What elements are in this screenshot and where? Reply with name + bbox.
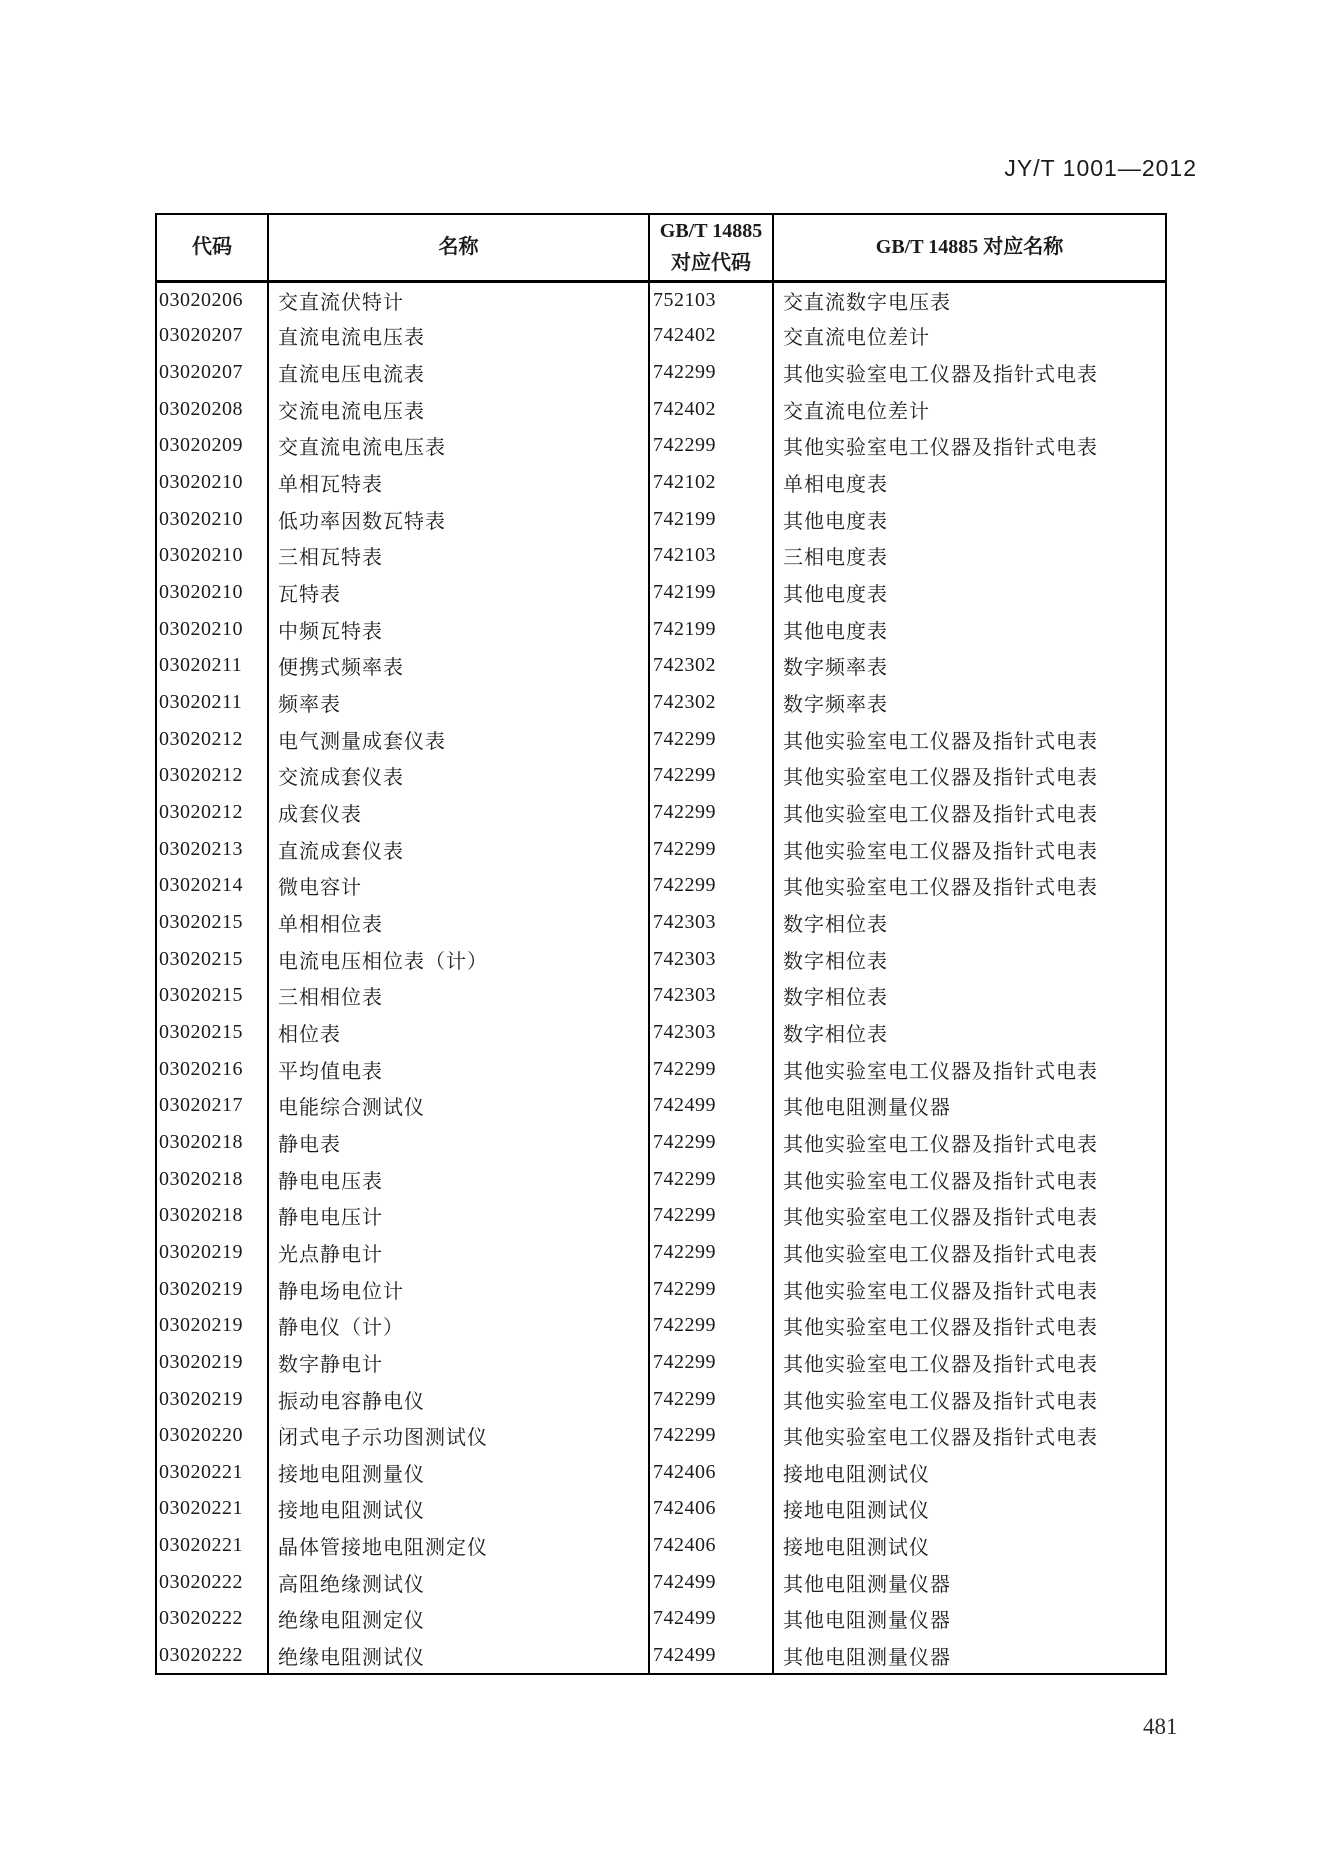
cell-name: 高阻绝缘测试仪 — [268, 1564, 649, 1601]
cell-name: 交流成套仪表 — [268, 758, 649, 795]
cell-gbt-code: 742303 — [649, 977, 773, 1014]
cell-gbt-name: 其他实验室电工仪器及指针式电表 — [773, 831, 1166, 868]
cell-gbt-code: 742299 — [649, 831, 773, 868]
cell-name: 平均值电表 — [268, 1051, 649, 1088]
cell-code: 03020219 — [156, 1381, 268, 1418]
header-gbt-code — [649, 214, 773, 281]
cell-code: 03020216 — [156, 1051, 268, 1088]
cell-code: 03020219 — [156, 1271, 268, 1308]
table-row — [156, 758, 1166, 795]
table-row — [156, 648, 1166, 685]
cell-name: 振动电容静电仪 — [268, 1381, 649, 1418]
cell-gbt-name: 数字频率表 — [773, 648, 1166, 685]
cell-gbt-name: 数字相位表 — [773, 1014, 1166, 1051]
cell-gbt-name: 其他实验室电工仪器及指针式电表 — [773, 428, 1166, 465]
cell-code: 03020210 — [156, 574, 268, 611]
cell-gbt-code: 742402 — [649, 391, 773, 428]
table-row — [156, 1381, 1166, 1418]
page-number: 481 — [1143, 1714, 1178, 1739]
cell-name: 三相相位表 — [268, 977, 649, 1014]
table-row — [156, 428, 1166, 465]
table-body — [156, 281, 1166, 1674]
cell-gbt-name: 其他电阻测量仪器 — [773, 1564, 1166, 1601]
cell-code: 03020218 — [156, 1161, 268, 1198]
cell-name: 直流电流电压表 — [268, 318, 649, 355]
cell-gbt-code: 752103 — [649, 281, 773, 318]
cell-gbt-code: 742499 — [649, 1601, 773, 1638]
cell-name: 接地电阻测试仪 — [268, 1491, 649, 1528]
cell-gbt-name: 其他实验室电工仪器及指针式电表 — [773, 1051, 1166, 1088]
cell-gbt-name: 其他电度表 — [773, 611, 1166, 648]
cell-code: 03020222 — [156, 1564, 268, 1601]
cell-gbt-name: 接地电阻测试仪 — [773, 1454, 1166, 1491]
cell-name: 静电电压计 — [268, 1197, 649, 1234]
cell-name: 电气测量成套仪表 — [268, 721, 649, 758]
cell-gbt-name: 其他实验室电工仪器及指针式电表 — [773, 794, 1166, 831]
cell-gbt-code: 742299 — [649, 1051, 773, 1088]
cell-name: 静电电压表 — [268, 1161, 649, 1198]
cell-code: 03020215 — [156, 1014, 268, 1051]
cell-code: 03020209 — [156, 428, 268, 465]
table-row — [156, 1197, 1166, 1234]
cell-gbt-code: 742299 — [649, 1271, 773, 1308]
table-row — [156, 721, 1166, 758]
table-row — [156, 391, 1166, 428]
cell-gbt-code: 742402 — [649, 318, 773, 355]
cell-code: 03020222 — [156, 1601, 268, 1638]
cell-gbt-name: 其他实验室电工仪器及指针式电表 — [773, 354, 1166, 391]
table-header-row — [156, 214, 1166, 281]
cell-code: 03020215 — [156, 977, 268, 1014]
cell-gbt-code: 742406 — [649, 1454, 773, 1491]
cell-gbt-name: 其他实验室电工仪器及指针式电表 — [773, 868, 1166, 905]
cell-gbt-name: 其他实验室电工仪器及指针式电表 — [773, 1381, 1166, 1418]
cell-gbt-code: 742299 — [649, 1124, 773, 1161]
table-row — [156, 977, 1166, 1014]
cell-name: 单相瓦特表 — [268, 464, 649, 501]
table-row — [156, 1014, 1166, 1051]
table-row — [156, 574, 1166, 611]
cell-gbt-name: 交直流电位差计 — [773, 391, 1166, 428]
table-row — [156, 1564, 1166, 1601]
table-row — [156, 904, 1166, 941]
cell-gbt-code: 742406 — [649, 1527, 773, 1564]
cell-code: 03020207 — [156, 354, 268, 391]
cell-gbt-name: 数字相位表 — [773, 941, 1166, 978]
cell-gbt-name: 接地电阻测试仪 — [773, 1491, 1166, 1528]
table-row — [156, 1637, 1166, 1674]
table-row — [156, 1344, 1166, 1381]
cell-code: 03020219 — [156, 1344, 268, 1381]
cell-code: 03020215 — [156, 941, 268, 978]
cell-gbt-code: 742199 — [649, 501, 773, 538]
cell-gbt-code: 742299 — [649, 758, 773, 795]
cell-gbt-code: 742103 — [649, 538, 773, 575]
table-row — [156, 794, 1166, 831]
code-mapping-table — [155, 213, 1167, 1675]
cell-name: 电流电压相位表（计） — [268, 941, 649, 978]
cell-name: 闭式电子示功图测试仪 — [268, 1417, 649, 1454]
cell-gbt-name: 其他电阻测量仪器 — [773, 1601, 1166, 1638]
cell-gbt-code: 742299 — [649, 354, 773, 391]
cell-code: 03020212 — [156, 794, 268, 831]
cell-code: 03020217 — [156, 1087, 268, 1124]
cell-code: 03020221 — [156, 1527, 268, 1564]
cell-gbt-code: 742299 — [649, 1307, 773, 1344]
cell-gbt-code: 742302 — [649, 648, 773, 685]
cell-name: 成套仪表 — [268, 794, 649, 831]
cell-gbt-name: 三相电度表 — [773, 538, 1166, 575]
cell-code: 03020211 — [156, 684, 268, 721]
cell-gbt-name: 其他实验室电工仪器及指针式电表 — [773, 721, 1166, 758]
cell-name: 绝缘电阻测定仪 — [268, 1601, 649, 1638]
cell-gbt-name: 单相电度表 — [773, 464, 1166, 501]
cell-code: 03020218 — [156, 1124, 268, 1161]
table-row — [156, 354, 1166, 391]
cell-name: 光点静电计 — [268, 1234, 649, 1271]
table-row — [156, 1307, 1166, 1344]
table-row — [156, 1417, 1166, 1454]
cell-gbt-name: 数字相位表 — [773, 904, 1166, 941]
cell-gbt-name: 数字频率表 — [773, 684, 1166, 721]
cell-gbt-code: 742299 — [649, 1234, 773, 1271]
cell-gbt-name: 其他实验室电工仪器及指针式电表 — [773, 1271, 1166, 1308]
table-row — [156, 1161, 1166, 1198]
cell-gbt-name: 其他实验室电工仪器及指针式电表 — [773, 1197, 1166, 1234]
cell-gbt-code: 742499 — [649, 1564, 773, 1601]
cell-gbt-code: 742303 — [649, 941, 773, 978]
header-code: 代码 — [156, 214, 268, 281]
cell-gbt-code: 742199 — [649, 611, 773, 648]
cell-gbt-code: 742299 — [649, 1197, 773, 1234]
cell-gbt-code: 742199 — [649, 574, 773, 611]
cell-code: 03020219 — [156, 1234, 268, 1271]
cell-code: 03020215 — [156, 904, 268, 941]
cell-gbt-code: 742299 — [649, 1344, 773, 1381]
cell-gbt-code: 742302 — [649, 684, 773, 721]
cell-code: 03020220 — [156, 1417, 268, 1454]
cell-gbt-name: 数字相位表 — [773, 977, 1166, 1014]
table-row — [156, 1087, 1166, 1124]
table-row — [156, 464, 1166, 501]
cell-gbt-name: 其他电度表 — [773, 501, 1166, 538]
cell-code: 03020212 — [156, 721, 268, 758]
cell-gbt-name: 其他实验室电工仪器及指针式电表 — [773, 758, 1166, 795]
cell-name: 中频瓦特表 — [268, 611, 649, 648]
cell-name: 静电场电位计 — [268, 1271, 649, 1308]
table-row — [156, 1271, 1166, 1308]
table-row — [156, 941, 1166, 978]
cell-gbt-name: 其他实验室电工仪器及指针式电表 — [773, 1344, 1166, 1381]
table-row — [156, 1491, 1166, 1528]
cell-gbt-name: 其他实验室电工仪器及指针式电表 — [773, 1161, 1166, 1198]
table-row — [156, 684, 1166, 721]
cell-code: 03020210 — [156, 538, 268, 575]
cell-gbt-code: 742299 — [649, 721, 773, 758]
cell-gbt-name: 交直流电位差计 — [773, 318, 1166, 355]
cell-name: 微电容计 — [268, 868, 649, 905]
cell-code: 03020210 — [156, 501, 268, 538]
cell-name: 交直流伏特计 — [268, 281, 649, 318]
header-name: 名称 — [268, 214, 649, 281]
cell-gbt-code: 742406 — [649, 1491, 773, 1528]
cell-name: 瓦特表 — [268, 574, 649, 611]
doc-number-header: JY/T 1001—2012 — [1004, 155, 1197, 181]
cell-name: 电能综合测试仪 — [268, 1087, 649, 1124]
table-row — [156, 1527, 1166, 1564]
cell-code: 03020213 — [156, 831, 268, 868]
table-row — [156, 868, 1166, 905]
cell-gbt-code: 742499 — [649, 1087, 773, 1124]
cell-code: 03020218 — [156, 1197, 268, 1234]
table-row — [156, 1454, 1166, 1491]
cell-gbt-code: 742499 — [649, 1637, 773, 1674]
table-row — [156, 501, 1166, 538]
cell-gbt-code: 742299 — [649, 794, 773, 831]
table-row — [156, 1601, 1166, 1638]
cell-gbt-code: 742303 — [649, 904, 773, 941]
cell-name: 相位表 — [268, 1014, 649, 1051]
table-row — [156, 1124, 1166, 1161]
cell-gbt-name: 其他实验室电工仪器及指针式电表 — [773, 1307, 1166, 1344]
cell-code: 03020214 — [156, 868, 268, 905]
cell-gbt-code: 742303 — [649, 1014, 773, 1051]
cell-name: 三相瓦特表 — [268, 538, 649, 575]
cell-code: 03020210 — [156, 464, 268, 501]
cell-name: 接地电阻测量仪 — [268, 1454, 649, 1491]
cell-name: 静电表 — [268, 1124, 649, 1161]
cell-name: 晶体管接地电阻测定仪 — [268, 1527, 649, 1564]
cell-code: 03020208 — [156, 391, 268, 428]
cell-name: 绝缘电阻测试仪 — [268, 1637, 649, 1674]
cell-gbt-name: 其他实验室电工仪器及指针式电表 — [773, 1234, 1166, 1271]
cell-code: 03020219 — [156, 1307, 268, 1344]
cell-code: 03020211 — [156, 648, 268, 685]
cell-gbt-name: 其他实验室电工仪器及指针式电表 — [773, 1124, 1166, 1161]
cell-code: 03020221 — [156, 1491, 268, 1528]
cell-name: 静电仪（计） — [268, 1307, 649, 1344]
table-row — [156, 538, 1166, 575]
header-gbt-code-line1: GB/T 14885 — [659, 220, 763, 243]
cell-name: 单相相位表 — [268, 904, 649, 941]
cell-name: 便携式频率表 — [268, 648, 649, 685]
table-row — [156, 1234, 1166, 1271]
cell-gbt-name: 其他电阻测量仪器 — [773, 1637, 1166, 1674]
cell-gbt-code: 742299 — [649, 1381, 773, 1418]
cell-code: 03020212 — [156, 758, 268, 795]
cell-code: 03020207 — [156, 318, 268, 355]
cell-name: 低功率因数瓦特表 — [268, 501, 649, 538]
table-row — [156, 831, 1166, 868]
cell-gbt-code: 742299 — [649, 1161, 773, 1198]
cell-code: 03020221 — [156, 1454, 268, 1491]
table-row — [156, 611, 1166, 648]
cell-gbt-code: 742102 — [649, 464, 773, 501]
table-row — [156, 318, 1166, 355]
cell-name: 交直流电流电压表 — [268, 428, 649, 465]
cell-gbt-name: 其他实验室电工仪器及指针式电表 — [773, 1417, 1166, 1454]
cell-name: 直流电压电流表 — [268, 354, 649, 391]
cell-gbt-name: 其他电阻测量仪器 — [773, 1087, 1166, 1124]
cell-code: 03020210 — [156, 611, 268, 648]
cell-gbt-name: 其他电度表 — [773, 574, 1166, 611]
table-row — [156, 281, 1166, 318]
cell-code: 03020222 — [156, 1637, 268, 1674]
header-gbt-code-line2: 对应代码 — [671, 252, 751, 275]
cell-gbt-code: 742299 — [649, 868, 773, 905]
cell-name: 直流成套仪表 — [268, 831, 649, 868]
cell-gbt-code: 742299 — [649, 1417, 773, 1454]
header-gbt-name: GB/T 14885 对应名称 — [773, 214, 1166, 281]
cell-gbt-code: 742299 — [649, 428, 773, 465]
cell-name: 数字静电计 — [268, 1344, 649, 1381]
cell-gbt-name: 接地电阻测试仪 — [773, 1527, 1166, 1564]
table-row — [156, 1051, 1166, 1088]
cell-name: 频率表 — [268, 684, 649, 721]
cell-name: 交流电流电压表 — [268, 391, 649, 428]
cell-code: 03020206 — [156, 281, 268, 318]
cell-gbt-name: 交直流数字电压表 — [773, 281, 1166, 318]
